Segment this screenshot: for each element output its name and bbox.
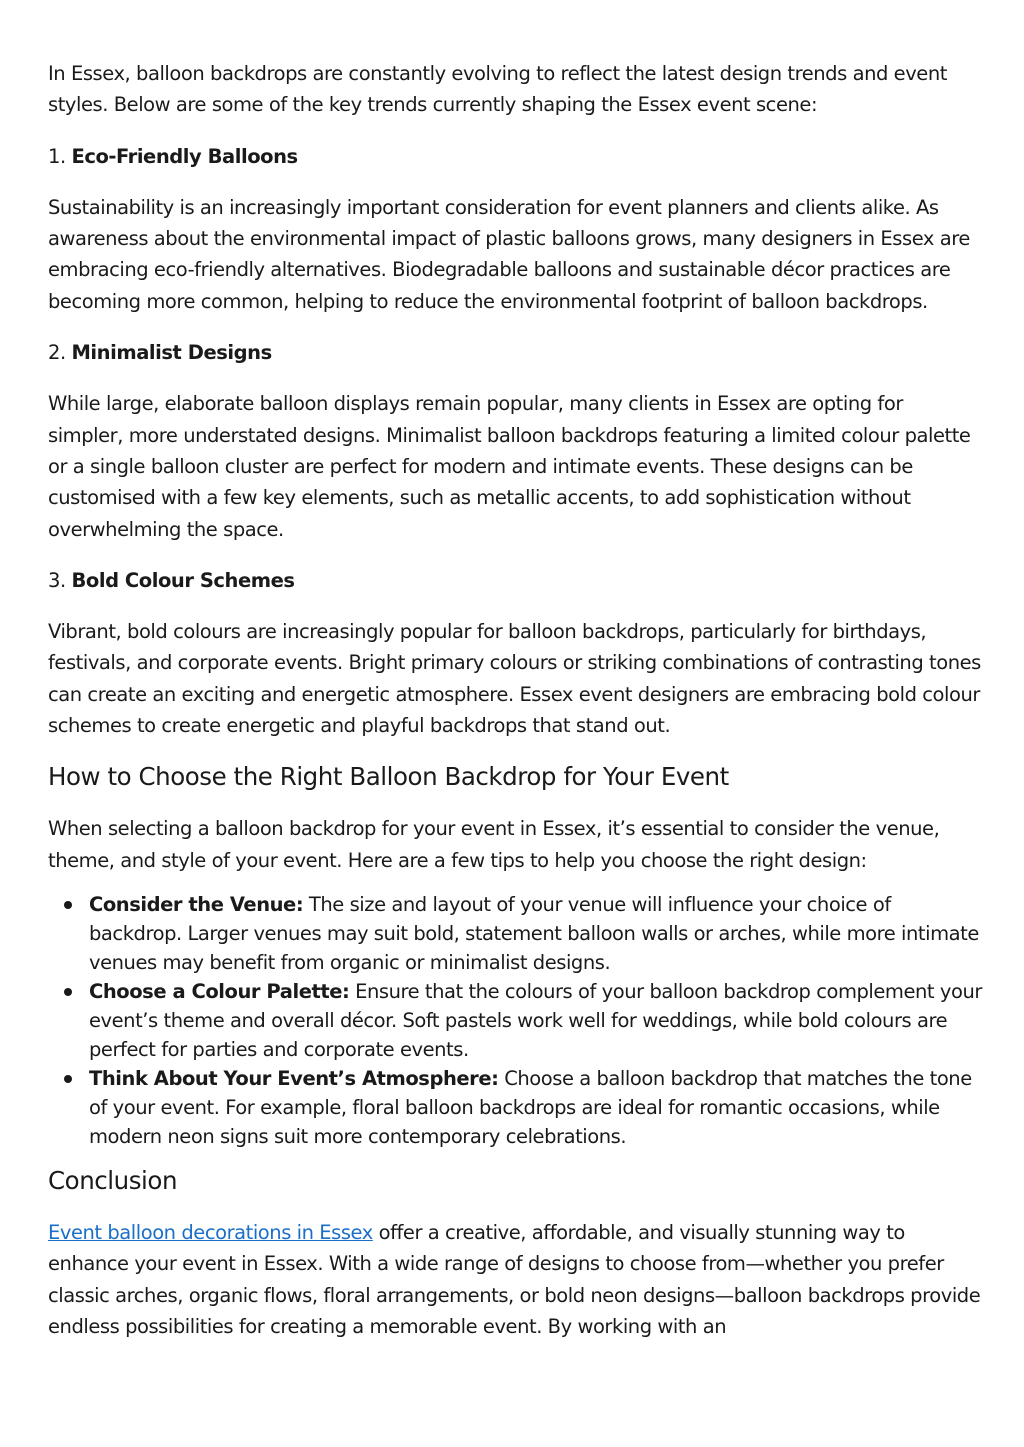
bullet-icon [64, 901, 72, 909]
tip-text: The size and layout of your venue will influence your choice of backdrop. Larger venues may suit bold, statement balloon walls or arches, while more intimate venues may benefit from organic or minimalist designs. [89, 892, 979, 974]
trend-paragraph-eco-friendly: Sustainability is an increasingly important consideration for event planners and clients alike. As awareness about the environmental impact of plastic balloons grows, many designers in Essex are embracing eco-friendly alternatives. Biodegradable balloons and sustainable décor practices are becoming more common, helping to reduce the environmental footprint of balloon backdrops. [48, 195, 970, 313]
tip-text: Choose a balloon backdrop that matches the tone of your event. For example, floral balloon backdrops are ideal for romantic occasions, while modern neon signs suit more contemporary celebrations. [89, 1066, 972, 1148]
bullet-icon [64, 988, 72, 996]
trend-heading-eco-friendly [48, 141, 983, 172]
tip-label: Think About Your Event’s Atmosphere: [89, 1066, 499, 1090]
section-heading-choose: How to Choose the Right Balloon Backdrop for Your Event [48, 762, 729, 792]
tips-list [48, 890, 983, 1151]
trend-number: 3. [48, 568, 66, 592]
trend-number: 2. [48, 341, 66, 365]
trend-paragraph-minimalist: While large, elaborate balloon displays remain popular, many clients in Essex are opting for simpler, more understated designs. Minimalist balloon backdrops featuring a limited colour palette or a single balloon cluster are perfect for modern and intimate events. These designs can be customised with a few key elements, such as metallic accents, to add sophistication without overwhelming the space. [48, 392, 971, 541]
list-item [89, 890, 983, 977]
tip-text: Ensure that the colours of your balloon backdrop complement your event’s theme and overall décor. Soft pastels work well for weddings, while bold colours are perfect for parties and corporate events. [89, 979, 982, 1061]
list-item [89, 977, 983, 1064]
section-heading-conclusion: Conclusion [48, 1165, 178, 1195]
trend-number: 1. [48, 144, 66, 168]
intro-paragraph: In Essex, balloon backdrops are constantly evolving to reflect the latest design trends and event styles. Below are some of the key trends currently shaping the Essex event scene: [48, 62, 947, 117]
trend-title: Eco-Friendly Balloons [71, 144, 298, 168]
trend-paragraph-bold-colour: Vibrant, bold colours are increasingly popular for balloon backdrops, particularly for birthdays, festivals, and corporate events. Bright primary colours or striking combinations of contrasting tones can create an exciting and energetic atmosphere. Essex event designers are embracing bold colour schemes to create energetic and playful backdrops that stand out. [48, 620, 981, 738]
bullet-icon [64, 1075, 72, 1083]
trend-heading-bold-colour [48, 565, 983, 596]
tip-label: Consider the Venue: [89, 892, 304, 916]
trend-title: Bold Colour Schemes [71, 568, 295, 592]
list-item [89, 1064, 983, 1151]
choose-intro-paragraph: When selecting a balloon backdrop for your event in Essex, it’s essential to consider the venue, theme, and style of your event. Here are a few tips to help you choose the right design: [48, 817, 940, 872]
trend-heading-minimalist [48, 337, 983, 368]
trend-title: Minimalist Designs [71, 341, 272, 365]
conclusion-paragraph [48, 1217, 983, 1342]
tip-label: Choose a Colour Palette: [89, 979, 350, 1003]
document-page [48, 58, 983, 1342]
event-balloon-decorations-link[interactable]: Event balloon decorations in Essex [48, 1220, 373, 1244]
conclusion-text: offer a creative, affordable, and visually stunning way to enhance your event in Essex. With a wide range of designs to choose from—whether you prefer classic arches, organic flows, floral arrangements, or bold neon designs—balloon backdrops provide endless possibilities for creating a memorable event. By working with an [48, 1220, 981, 1338]
